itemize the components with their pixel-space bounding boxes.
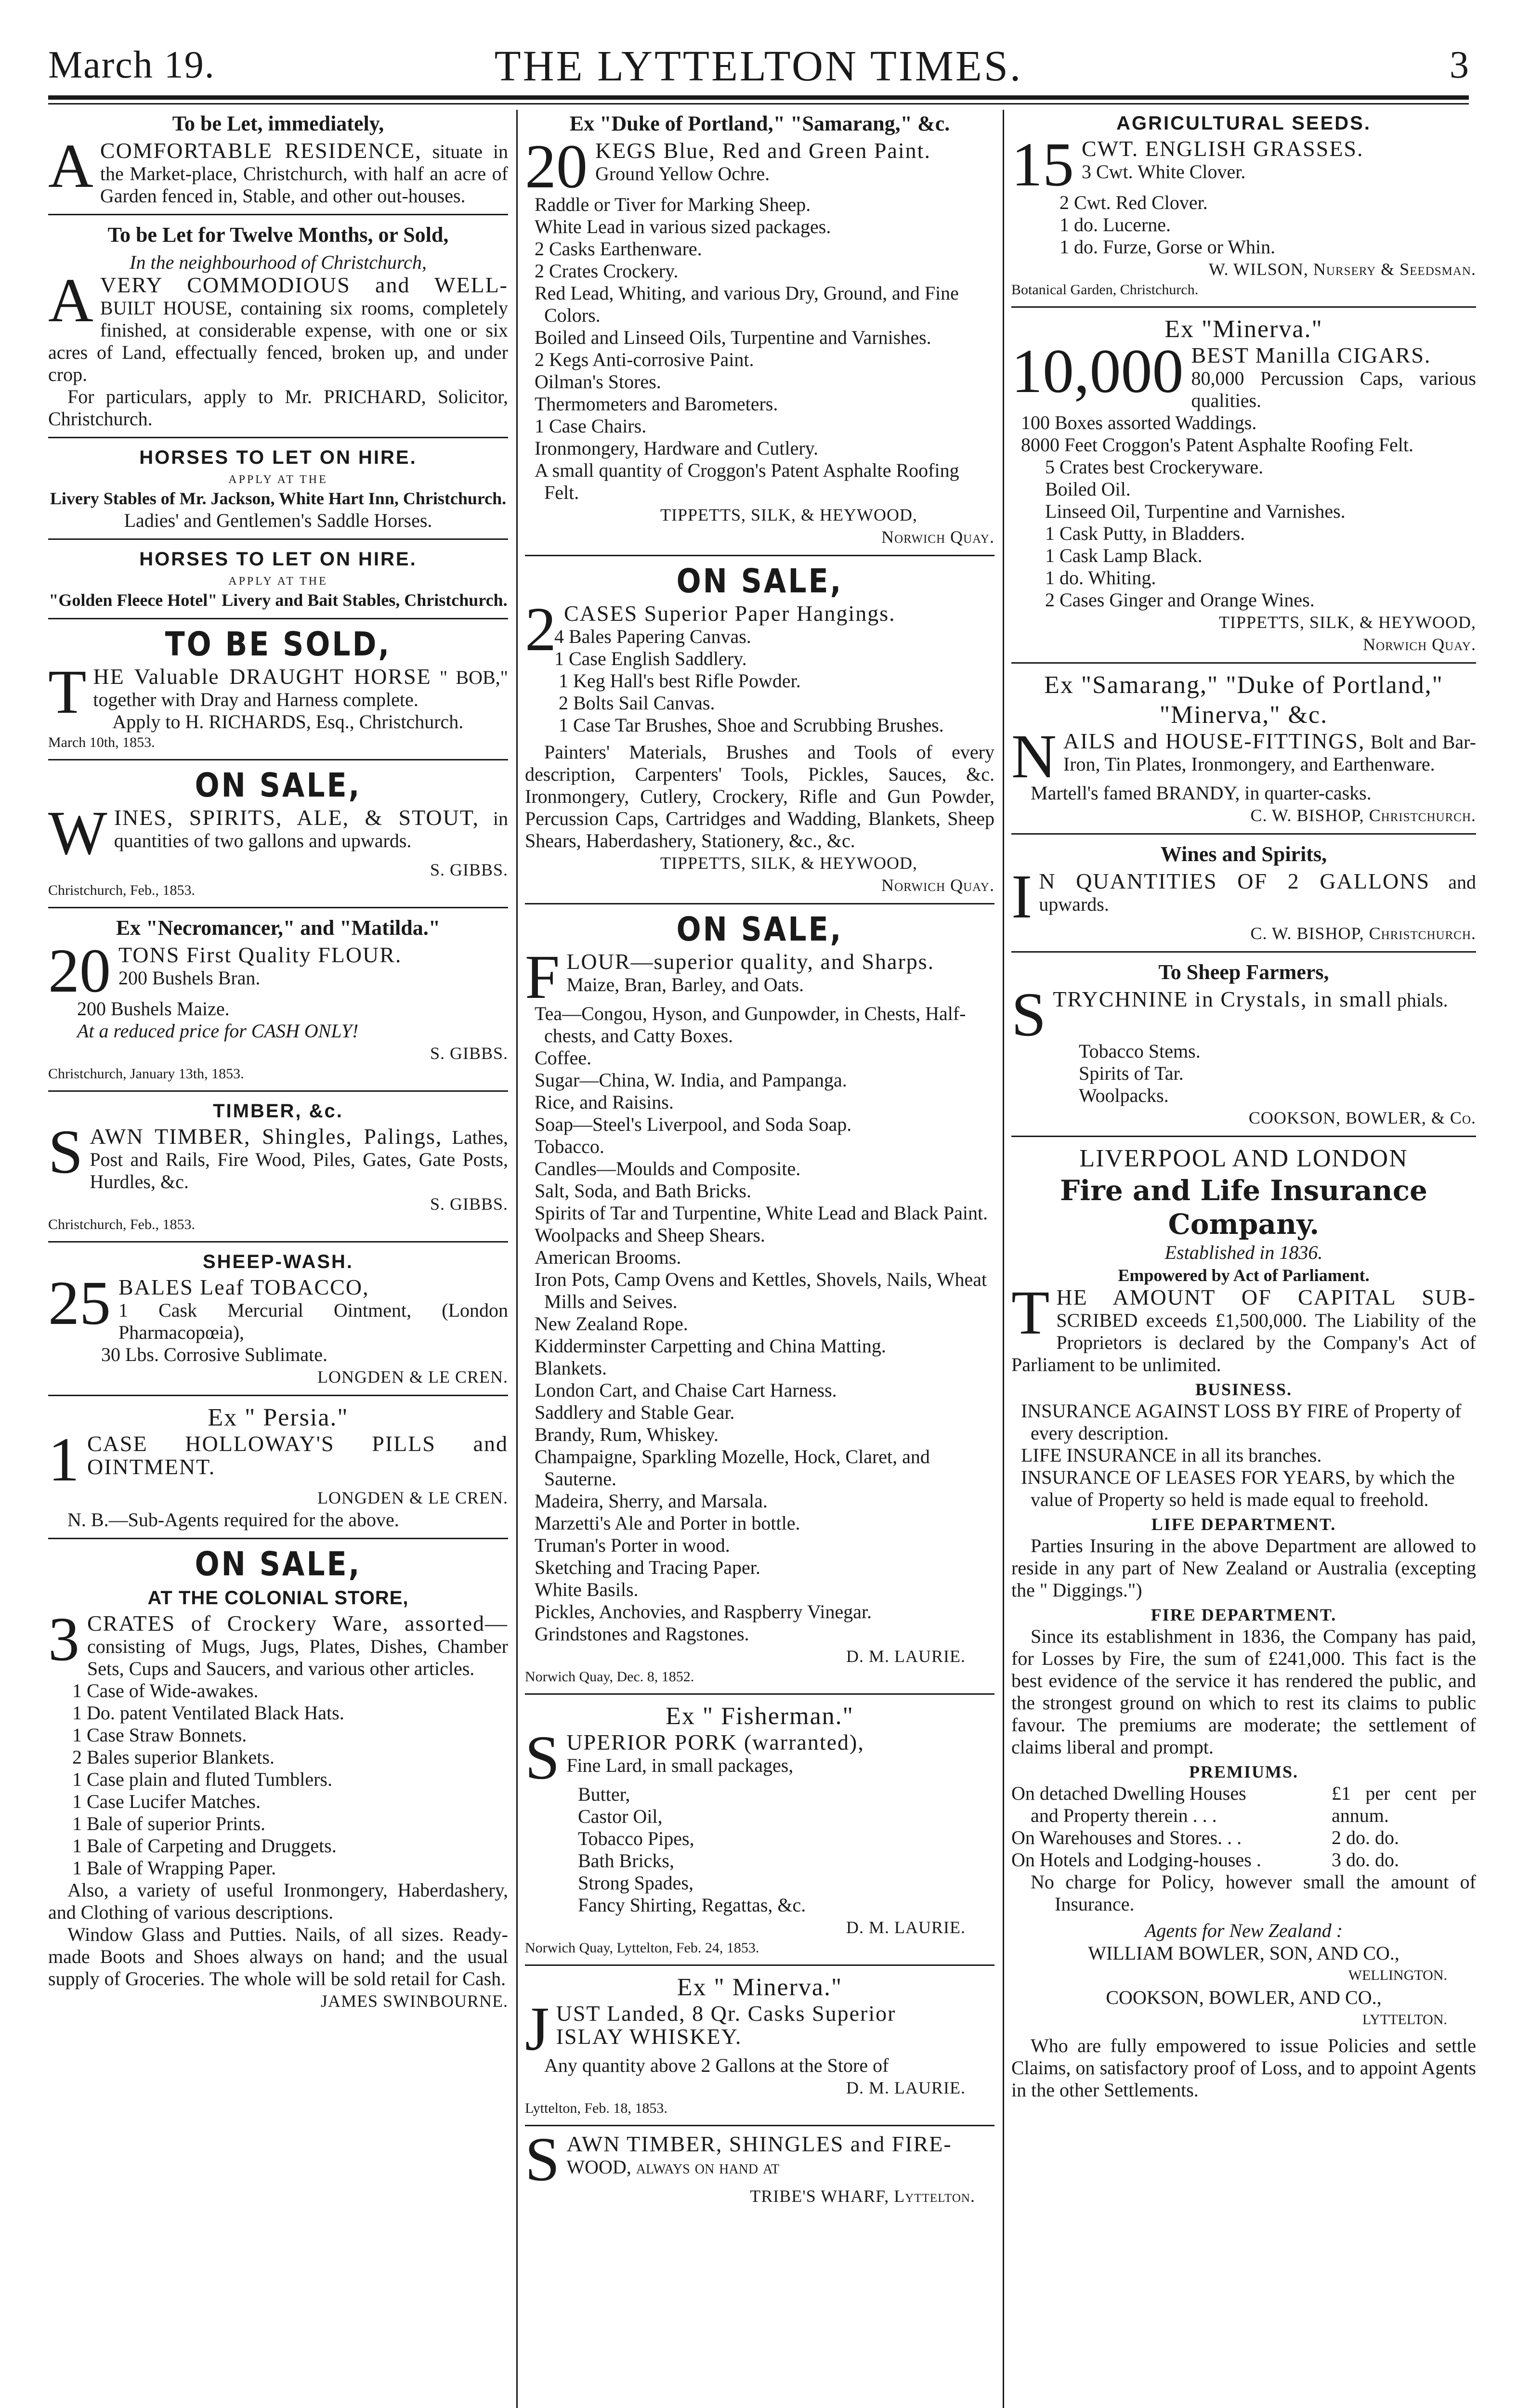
ad-signature: JAMES SWINBOURNE.: [320, 1991, 508, 2011]
ad-body: BUILT HOUSE, containing six rooms, completely finished, at considerable expense, with one or six acres of Land, effectually fenced, broken up, and under crop.: [48, 297, 508, 385]
ad-line: Martell's famed BRANDY, in quarter-casks.: [1031, 782, 1372, 804]
ad-lead: CASE HOLLOWAY'S PILLS and OINTMENT.: [87, 1431, 508, 1479]
list-item: Champaigne, Sparkling Mozelle, Hock, Claret, and Sauterne.: [535, 1446, 930, 1490]
ad-lead: TRYCHNINE in Crystals, in small: [1053, 987, 1393, 1011]
list-item: Butter,: [578, 1783, 630, 1805]
ad-heading: Ex " Fisherman.": [666, 1702, 854, 1730]
list-item: American Brooms.: [535, 1246, 681, 1268]
premium-rate: £1 per cent per annum.: [1332, 1782, 1476, 1826]
premium-row: [1011, 1849, 1476, 1871]
ad-heading: To be Let for Twelve Months, or Sold,: [107, 223, 449, 247]
ad-heading: Ex " Persia.": [208, 1404, 349, 1431]
ad-signature: LONGDEN & LE CREN.: [317, 1488, 508, 1507]
separator: [48, 1090, 508, 1092]
ad-line: Ladies' and Gentlemen's Saddle Horses.: [124, 510, 432, 531]
drop-number: 2: [525, 595, 556, 664]
drop-number: 1: [48, 1425, 79, 1494]
ad-lead: CASES Superior Paper Hangings.: [564, 601, 896, 626]
ad-flour-groceries: [525, 911, 994, 1687]
business-item: INSURANCE AGAINST LOSS BY FIRE of Property of every description.: [1021, 1400, 1462, 1444]
ad-wines-and-spirits: [1011, 841, 1476, 944]
ad-heading: Ex "Minerva.": [1164, 315, 1323, 343]
ad-established: Established in 1836.: [1164, 1242, 1323, 1263]
ad-heading: Ex "Necromancer," and "Matilda.": [116, 916, 441, 940]
ad-lead: AWN TIMBER, SHINGLES and FIRE-: [566, 2132, 952, 2156]
list-item: 1 do. Lucerne.: [1059, 214, 1171, 236]
list-item: Ironmongery, Hardware and Cutlery.: [535, 437, 819, 459]
drop-cap: W: [48, 798, 107, 868]
ad-lead: AILS and HOUSE-FITTINGS,: [1063, 729, 1365, 753]
ad-cigars: [1011, 314, 1476, 655]
list-item: Marzetti's Ale and Porter in bottle.: [535, 1512, 800, 1534]
ad-heading: To Sheep Farmers,: [1158, 960, 1329, 984]
list-item: Sugar—China, W. India, and Pampanga.: [535, 1069, 847, 1091]
list-item: Iron Pots, Camp Ovens and Kettles, Shovels, Nails, Wheat Mills and Seives.: [535, 1269, 987, 1312]
ad-paragraph: Window Glass and Putties. Nails, of all sizes. Ready-made Boots and Shoes always on hand; and the usual supply of Groceries. The whole will be sold retail for Cash.: [48, 1924, 508, 1989]
list-item: Boiled and Linseed Oils, Turpentine and Varnishes.: [535, 327, 931, 348]
ad-signature: TRIBE'S WHARF, Lyttelton.: [750, 2186, 975, 2206]
list-item: 2 Cwt. Red Clover.: [1059, 192, 1208, 213]
ad-body: situate in the Market-place, Christchurch, with half an acre of Garden fenced in, Stable, and other out-houses.: [100, 141, 508, 207]
drop-cap: A: [48, 131, 93, 201]
drop-cap: J: [525, 1994, 549, 2064]
ad-lead: CRATES of Crockery Ware, assorted—: [87, 1611, 508, 1636]
separator: [1011, 1136, 1476, 1137]
ad-islay-whiskey: [525, 1973, 994, 2118]
ad-nails-house-fittings: [1011, 670, 1476, 826]
ad-pork: [525, 1701, 994, 1958]
ad-insurance-company: [1011, 1144, 1476, 2101]
drop-cap: I: [1011, 862, 1033, 931]
premium-row: [1011, 1827, 1476, 1849]
list-item: Tobacco Pipes,: [578, 1828, 694, 1849]
list-item: 1 Cask Putty, in Bladders.: [1045, 523, 1245, 544]
ad-lead: BALES Leaf TOBACCO,: [118, 1275, 369, 1299]
list-item: Saddlery and Stable Gear.: [535, 1401, 735, 1423]
list-item: Maize, Bran, Barley, and Oats.: [566, 974, 804, 995]
list-item: Raddle or Tiver for Marking Sheep.: [535, 194, 811, 215]
section-heading: LIFE DEPARTMENT.: [1151, 1515, 1336, 1534]
agent-name: WILLIAM BOWLER, SON, AND CO.,: [1088, 1942, 1399, 1964]
separator: [48, 759, 508, 760]
drop-number: 15: [1011, 130, 1074, 199]
separator: [48, 1538, 508, 1539]
ad-date: Christchurch, January 13th, 1853.: [48, 1066, 244, 1082]
list-item: Spirits of Tar and Turpentine, White Lead and Black Paint.: [535, 1202, 988, 1224]
premium-rate: 2 do. do.: [1332, 1827, 1399, 1848]
list-item: 3 Cwt. White Clover.: [1082, 161, 1246, 183]
list-item: Oilman's Stores.: [535, 371, 661, 393]
ad-heading: Ex "Samarang," "Duke of Portland," "Minerva," &c.: [1044, 671, 1443, 729]
ad-timber: [48, 1099, 508, 1234]
drop-number: 20: [525, 132, 588, 201]
list-item: 1 Case Straw Bonnets.: [72, 1724, 247, 1746]
list-item: 1 Case English Saddlery.: [554, 648, 747, 669]
ad-date: Christchurch, Feb., 1853.: [48, 1217, 195, 1232]
column-3: [1011, 110, 1476, 2408]
ad-line: At a reduced price for CASH ONLY!: [77, 1020, 359, 1042]
ad-heading: AGRICULTURAL SEEDS.: [1116, 113, 1371, 134]
list-item: 2 Casks Earthenware.: [535, 238, 702, 260]
list-item: 2 Bolts Sail Canvas.: [559, 692, 715, 714]
ad-lead: COMFORTABLE RESIDENCE,: [100, 138, 422, 163]
ad-sheep-farmers: [1011, 959, 1476, 1129]
ad-heading: TO BE SOLD,: [165, 625, 392, 664]
ad-paragraph: Who are fully empowered to issue Policies and settle Claims, on satisfactory proof of Loss, and to appoint Agents in the other Settlements.: [1011, 2035, 1476, 2101]
agent-town: WELLINGTON.: [1348, 1967, 1447, 1983]
premium-label: On Warehouses and Stores. . .: [1011, 1827, 1242, 1848]
list-item: 2 Crates Crockery.: [535, 260, 679, 282]
section-heading: FIRE DEPARTMENT.: [1151, 1605, 1337, 1624]
ad-signature-line: Norwich Quay.: [1363, 635, 1476, 654]
list-item: 1 Bale of Carpeting and Druggets.: [72, 1835, 337, 1857]
list-item: Woolpacks and Sheep Shears.: [535, 1224, 765, 1246]
separator: [1011, 662, 1476, 664]
section-heading: PREMIUMS.: [1189, 1762, 1298, 1781]
list-item: 8000 Feet Croggon's Patent Asphalte Roofing Felt.: [1021, 434, 1413, 456]
ad-paragraph: Painters' Materials, Brushes and Tools of every description, Carpenters' Tools, Pickles, Sauces, &c. Ironmongery, Cutlery, Crockery, Rifle and Gun Powder, Percussion Caps, Cartridges and Wadding, Blankets, Sheep Shears, Haberdashery, Stationery, &c., &c.: [525, 741, 994, 851]
ad-date: Norwich Quay, Dec. 8, 1852.: [525, 1669, 694, 1685]
list-item: Pickles, Anchovies, and Raspberry Vinegar.: [535, 1601, 872, 1623]
premium-row: [1011, 1782, 1476, 1827]
masthead-rule-thin: [48, 103, 1469, 105]
separator: [48, 907, 508, 908]
drop-cap: S: [48, 1117, 83, 1187]
list-item: 5 Crates best Crockeryware.: [1045, 456, 1264, 478]
list-item: Truman's Porter in wood.: [535, 1534, 730, 1556]
separator: [48, 618, 508, 619]
ad-heading: HORSES TO LET ON HIRE.: [139, 447, 417, 468]
ad-line: 80,000 Percussion Caps, various qualities.: [1191, 367, 1476, 411]
drop-number: 20: [48, 936, 111, 1006]
list-item: Brandy, Rum, Whiskey.: [535, 1424, 719, 1445]
list-item: 2 Kegs Anti-corrosive Paint.: [535, 349, 754, 370]
ad-contact: Apply to H. RICHARDS, Esq., Christchurch.: [112, 711, 464, 733]
list-item: Fine Lard, in small packages,: [566, 1754, 794, 1776]
ad-wines-spirits: [48, 767, 508, 900]
ad-company-name: Fire and Life Insurance Company.: [1060, 1174, 1427, 1241]
ad-lead: AWN TIMBER, Shingles, Palings,: [90, 1124, 443, 1149]
ad-empowered: Empowered by Act of Parliament.: [1118, 1266, 1370, 1285]
list-item: Sketching and Tracing Paper.: [535, 1557, 760, 1578]
list-item: 1 Bale of superior Prints.: [72, 1813, 266, 1834]
drop-cap: S: [1011, 980, 1046, 1049]
premium-label-line: and Property therein . . .: [1031, 1805, 1217, 1826]
list-item: White Lead in various sized packages.: [535, 216, 831, 237]
list-item: 2 Cases Ginger and Orange Wines.: [1045, 589, 1315, 611]
column-2: [525, 110, 994, 2408]
list-item: 1 Bale of Wrapping Paper.: [72, 1857, 276, 1879]
drop-cap: N: [1011, 722, 1057, 791]
list-item: 1 do. Whiting.: [1045, 567, 1156, 589]
premium-label: [1011, 1782, 1332, 1827]
ad-signature: C. W. BISHOP, Christchurch.: [1250, 924, 1476, 943]
ad-signature: W. WILSON, Nursery & Seedsman.: [1208, 260, 1476, 279]
column-1: [48, 110, 508, 2408]
separator: [48, 538, 508, 540]
ad-lead: BEST Manilla CIGARS.: [1191, 343, 1431, 367]
list-item: Castor Oil,: [578, 1806, 663, 1827]
ad-subheading: In the neighbourhood of Christchurch,: [130, 251, 427, 273]
list-item: Salt, Soda, and Bath Bricks.: [535, 1180, 751, 1202]
drop-number: 25: [48, 1269, 111, 1338]
ad-line: Any quantity above 2 Gallons at the Store of: [544, 2055, 889, 2076]
ad-lead: INES, SPIRITS, ALE, & STOUT,: [114, 805, 480, 830]
separator: [1011, 306, 1476, 308]
ad-body: phials.: [1397, 989, 1448, 1011]
separator: [48, 1241, 508, 1243]
ad-paragraph: Also, a variety of useful Ironmongery, Haberdashery, and Clothing of various descriptions.: [48, 1879, 508, 1923]
list-item: 1 Case Lucifer Matches.: [72, 1791, 261, 1812]
list-item: Coffee.: [535, 1047, 592, 1069]
list-item: 1 Cask Lamp Black.: [1045, 545, 1203, 566]
list-item: Kidderminster Carpetting and China Matting.: [535, 1335, 886, 1357]
ad-subheading: AT THE COLONIAL STORE,: [147, 1587, 409, 1609]
list-item: Rice, and Raisins.: [535, 1091, 674, 1113]
list-item: 1 Case of Wide-awakes.: [72, 1680, 259, 1701]
separator: [525, 555, 994, 556]
ad-line: 200 Bushels Bran.: [118, 967, 261, 989]
ad-heading: ON SALE,: [676, 562, 843, 601]
ad-heading: Ex "Duke of Portland," "Samarang," &c.: [569, 112, 950, 135]
ad-colonial-store: [48, 1546, 508, 2012]
separator: [1011, 833, 1476, 835]
separator: [1011, 951, 1476, 953]
list-item: 1 do. Furze, Gorse or Whin.: [1059, 236, 1276, 258]
ad-flour: [48, 915, 508, 1084]
ad-signature: D. M. LAURIE.: [846, 1647, 966, 1666]
separator: [48, 214, 508, 215]
ad-date: Christchurch, Feb., 1853.: [48, 882, 195, 898]
ad-date: March 10th, 1853.: [48, 734, 155, 750]
list-item: Candles—Moulds and Composite.: [535, 1158, 801, 1179]
ad-line: Ground Yellow Ochre.: [595, 163, 770, 184]
ad-line: 1 Cask Mercurial Ointment, (London Pharmacopœia),: [118, 1299, 508, 1343]
separator: [525, 1964, 994, 1966]
ad-lead: N QUANTITIES OF 2 GALLONS: [1039, 869, 1430, 893]
ad-body: SCRIBED exceeds £1,500,000. The Liability of the Proprietors is declared by the Company's Act of Parliament to be unlimited.: [1011, 1309, 1476, 1375]
ad-body: Lathes, Post and Rails, Fire Wood, Piles, Gates, Gate Posts, Hurdles, &c.: [90, 1126, 508, 1192]
ad-body: in quantities of two gallons and upwards.: [114, 808, 508, 851]
list-item: 4 Bales Papering Canvas.: [554, 626, 751, 647]
ad-date: Lyttelton, Feb. 18, 1853.: [525, 2100, 667, 2116]
masthead-rule: [48, 95, 1469, 100]
masthead: [48, 39, 1469, 92]
list-item: A small quantity of Croggon's Patent Asphalte Roofing Felt.: [535, 459, 959, 503]
drop-cap: F: [525, 942, 560, 1012]
ad-signature: TIPPETTS, SILK, & HEYWOOD,: [1219, 613, 1476, 632]
list-item: 1 Do. patent Ventilated Black Hats.: [72, 1702, 344, 1724]
list-item: Madeira, Sherry, and Marsala.: [535, 1490, 768, 1512]
list-item: 100 Boxes assorted Waddings.: [1021, 412, 1257, 433]
ad-line: Livery Stables of Mr. Jackson, White Hart Inn, Christchurch.: [50, 489, 507, 508]
premium-rate: 3 do. do.: [1332, 1849, 1399, 1871]
separator: [48, 437, 508, 438]
ad-holloways-pills: [48, 1403, 508, 1531]
ad-draught-horse: [48, 626, 508, 752]
ad-horses-white-hart: [48, 445, 508, 532]
ad-house-to-let-or-sold: [48, 222, 508, 430]
ad-note: No charge for Policy, however small the amount of Insurance.: [1031, 1871, 1476, 1915]
column-divider: [1003, 110, 1004, 2408]
ad-lead: LOUR—superior quality, and Sharps.: [566, 949, 935, 974]
ad-lead: VERY COMMODIOUS and WELL-: [100, 273, 508, 297]
list-item: Linseed Oil, Turpentine and Varnishes.: [1045, 500, 1346, 522]
list-item: Fancy Shirting, Regattas, &c.: [578, 1894, 806, 1916]
ad-heading: To be Let, immediately,: [172, 112, 384, 135]
ad-lead: UST Landed, 8 Qr. Casks Superior: [556, 2001, 896, 2026]
section-heading: BUSINESS.: [1195, 1380, 1293, 1399]
ad-paints: [525, 111, 994, 548]
ad-heading: ON SALE,: [195, 766, 362, 805]
ad-lead: HE Valuable DRAUGHT HORSE: [93, 664, 432, 689]
list-item: Woolpacks.: [1079, 1085, 1169, 1106]
list-item: Soap—Steel's Liverpool, and Soda Soap.: [535, 1113, 852, 1135]
list-item: White Basils.: [535, 1579, 639, 1600]
ad-line: "Golden Fleece Hotel" Livery and Bait Stables, Christchurch.: [49, 590, 508, 610]
ad-body: consisting of Mugs, Jugs, Plates, Dishes, Chamber Sets, Cups and Saucers, and various other articles.: [87, 1636, 508, 1679]
list-item: Grindstones and Ragstones.: [535, 1623, 749, 1645]
ad-lead: TONS First Quality FLOUR.: [118, 942, 402, 967]
list-item: Strong Spades,: [578, 1872, 693, 1894]
list-item: Bath Bricks,: [578, 1850, 674, 1871]
ad-signature: TIPPETTS, SILK, & HEYWOOD,: [660, 505, 917, 524]
ad-signature: C. W. BISHOP, Christchurch.: [1250, 806, 1476, 825]
separator: [525, 1693, 994, 1695]
ad-subheading: APPLY AT THE: [228, 575, 328, 588]
drop-cap: S: [525, 1723, 560, 1793]
ad-paper-hangings: [525, 563, 994, 896]
premium-label-line: On detached Dwelling Houses: [1011, 1782, 1246, 1804]
ad-signature: D. M. LAURIE.: [846, 1918, 966, 1937]
ad-sheep-wash: [48, 1249, 508, 1388]
ad-contact: For particulars, apply to Mr. PRICHARD, Solicitor, Christchurch.: [48, 386, 508, 430]
ad-subheading: APPLY AT THE: [228, 473, 328, 486]
ad-heading: Wines and Spirits,: [1160, 842, 1327, 866]
ad-date: Norwich Quay, Lyttelton, Feb. 24, 1853.: [525, 1940, 759, 1956]
agent-name: COOKSON, BOWLER, AND CO.,: [1106, 1987, 1382, 2008]
ad-paragraph: Since its establishment in 1836, the Company has paid, for Losses by Fire, the sum of £241,000. This fact is the best evidence of the service it has rendered the public, and the strongest ground on which to rest its claims to public favour. The premiums are moderate; the settlement of claims liberal and prompt.: [1011, 1625, 1476, 1758]
list-item: Spirits of Tar.: [1079, 1062, 1184, 1084]
ad-heading: HORSES TO LET ON HIRE.: [139, 549, 417, 570]
ad-lead: UPERIOR PORK (warranted),: [566, 1730, 864, 1754]
ad-body: and upwards.: [1039, 871, 1476, 915]
ad-heading: TIMBER, &c.: [213, 1100, 343, 1122]
list-item: Tea—Congou, Hyson, and Gunpowder, in Chests, Half-chests, and Catty Boxes.: [535, 1003, 966, 1047]
ad-agricultural-seeds: [1011, 111, 1476, 300]
business-item: INSURANCE OF LEASES FOR YEARS, by which the value of Property so held is made equal to freehold.: [1021, 1466, 1455, 1510]
list-item: Blankets.: [535, 1357, 607, 1379]
ad-heading: ON SALE,: [676, 910, 843, 949]
drop-cap: S: [525, 2125, 560, 2194]
masthead-date: March 19.: [48, 44, 215, 86]
ad-line: 30 Lbs. Corrosive Sublimate.: [101, 1344, 327, 1365]
ad-body: " BOB," together with Dray and Harness complete.: [93, 667, 508, 710]
ad-note: N. B.—Sub-Agents required for the above.: [67, 1509, 399, 1531]
ad-signature: S. GIBBS.: [430, 1194, 508, 1214]
ad-heading: Ex " Minerva.": [677, 1974, 843, 2001]
agents-heading: Agents for New Zealand :: [1144, 1920, 1343, 1941]
ad-horses-golden-fleece: [48, 547, 508, 611]
drop-cap: A: [48, 266, 93, 335]
ad-lead: CWT. ENGLISH GRASSES.: [1082, 136, 1364, 161]
ad-signature: TIPPETTS, SILK, & HEYWOOD,: [660, 853, 917, 873]
premium-label: On Hotels and Lodging-houses .: [1011, 1849, 1261, 1871]
ad-body: Bolt and Bar-Iron, Tin Plates, Ironmongery, and Earthenware.: [1063, 731, 1476, 775]
ad-signature: LONGDEN & LE CREN.: [317, 1367, 508, 1387]
ad-sawn-timber-wharf: [525, 2125, 994, 2207]
ad-signature: S. GIBBS.: [430, 860, 508, 879]
masthead-title: THE LYTTELTON TIMES.: [494, 42, 1023, 90]
list-item: New Zealand Rope.: [535, 1313, 688, 1335]
ad-lead: KEGS Blue, Red and Green Paint.: [595, 138, 931, 163]
ad-line: ISLAY WHISKEY.: [556, 2024, 742, 2049]
ad-heading: ON SALE,: [195, 1544, 362, 1584]
list-item: Tobacco Stems.: [1079, 1040, 1201, 1062]
drop-number: 3: [48, 1605, 79, 1674]
drop-cap: T: [1011, 1278, 1050, 1348]
agent-town: LYTTELTON.: [1362, 2012, 1447, 2028]
ad-signature: S. GIBBS.: [430, 1044, 508, 1063]
ad-heading: SHEEP-WASH.: [202, 1251, 354, 1272]
ad-signature: COOKSON, BOWLER, & Co.: [1248, 1108, 1476, 1127]
page-number: 3: [1450, 44, 1469, 86]
business-item: LIFE INSURANCE in all its branches.: [1021, 1444, 1322, 1466]
list-item: 1 Case Chairs.: [535, 415, 647, 437]
list-item: 1 Case plain and fluted Tumblers.: [72, 1768, 332, 1790]
ad-paragraph: Parties Insuring in the above Department are allowed to reside in any part of New Zealand or Australia (excepting the " Diggings."): [1011, 1535, 1476, 1601]
ad-signature-line: Norwich Quay.: [881, 527, 994, 547]
list-item: London Cart, and Chaise Cart Harness.: [535, 1379, 837, 1401]
ad-line: 200 Bushels Maize.: [77, 998, 230, 1020]
ad-residence-to-let: [48, 111, 508, 207]
list-item: 1 Keg Hall's best Rifle Powder.: [559, 670, 801, 692]
ad-heading: LIVERPOOL AND LONDON: [1079, 1145, 1408, 1172]
list-item: Tobacco.: [535, 1136, 604, 1157]
list-item: 1 Case Tar Brushes, Shoe and Scrubbing Brushes.: [559, 714, 944, 736]
drop-number: 10,000: [1011, 337, 1184, 406]
list-item: Boiled Oil.: [1045, 478, 1131, 500]
column-divider: [516, 110, 518, 2408]
ad-signature: D. M. LAURIE.: [846, 2078, 966, 2097]
ad-line: WOOD, always on hand at: [566, 2156, 780, 2178]
ad-signature-line: Norwich Quay.: [881, 876, 994, 895]
separator: [525, 903, 994, 904]
ad-lead: HE AMOUNT OF CAPITAL SUB-: [1056, 1285, 1476, 1309]
ad-date: Botanical Garden, Christchurch.: [1011, 282, 1199, 298]
list-item: Red Lead, Whiting, and various Dry, Ground, and Fine Colors.: [535, 282, 959, 326]
list-item: Thermometers and Barometers.: [535, 393, 778, 415]
separator: [48, 1395, 508, 1396]
drop-cap: T: [48, 657, 87, 727]
separator: [525, 2125, 994, 2126]
list-item: 2 Bales superior Blankets.: [72, 1746, 275, 1768]
